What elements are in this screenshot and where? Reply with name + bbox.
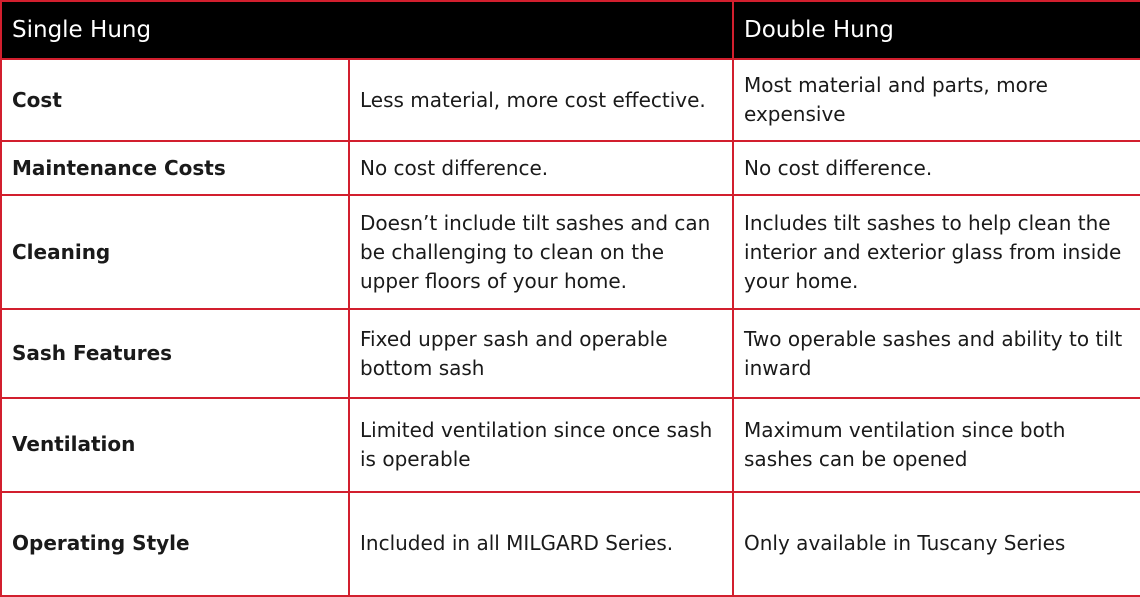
table-row — [1, 59, 1140, 141]
double-hung-cell: Two operable sashes and ability to tilt inward — [733, 309, 1140, 398]
table-row — [1, 195, 1140, 308]
single-hung-cell: Limited ventilation since once sash is operable — [349, 398, 733, 491]
double-hung-cell: Most material and parts, more expensive — [733, 59, 1140, 141]
single-hung-cell: Fixed upper sash and operable bottom sash — [349, 309, 733, 398]
row-label-operating-style: Operating Style — [1, 492, 349, 596]
row-label-sash-features: Sash Features — [1, 309, 349, 398]
single-hung-cell: Less material, more cost effective. — [349, 59, 733, 141]
single-hung-cell: No cost difference. — [349, 141, 733, 195]
single-hung-cell: Doesn’t include tilt sashes and can be challenging to clean on the upper floors of your home. — [349, 195, 733, 308]
table-header-row — [1, 1, 1140, 59]
double-hung-cell: Maximum ventilation since both sashes can be opened — [733, 398, 1140, 491]
row-label-maintenance-costs: Maintenance Costs — [1, 141, 349, 195]
header-double-hung: Double Hung — [733, 1, 1140, 59]
table-row — [1, 309, 1140, 398]
header-single-hung: Single Hung — [1, 1, 733, 59]
single-hung-cell: Included in all MILGARD Series. — [349, 492, 733, 596]
row-label-cost: Cost — [1, 59, 349, 141]
row-label-ventilation: Ventilation — [1, 398, 349, 491]
row-label-cleaning: Cleaning — [1, 195, 349, 308]
double-hung-cell: Includes tilt sashes to help clean the interior and exterior glass from inside your home. — [733, 195, 1140, 308]
double-hung-cell: No cost difference. — [733, 141, 1140, 195]
double-hung-cell: Only available in Tuscany Series — [733, 492, 1140, 596]
table-row — [1, 141, 1140, 195]
table-row — [1, 398, 1140, 491]
table-row — [1, 492, 1140, 596]
